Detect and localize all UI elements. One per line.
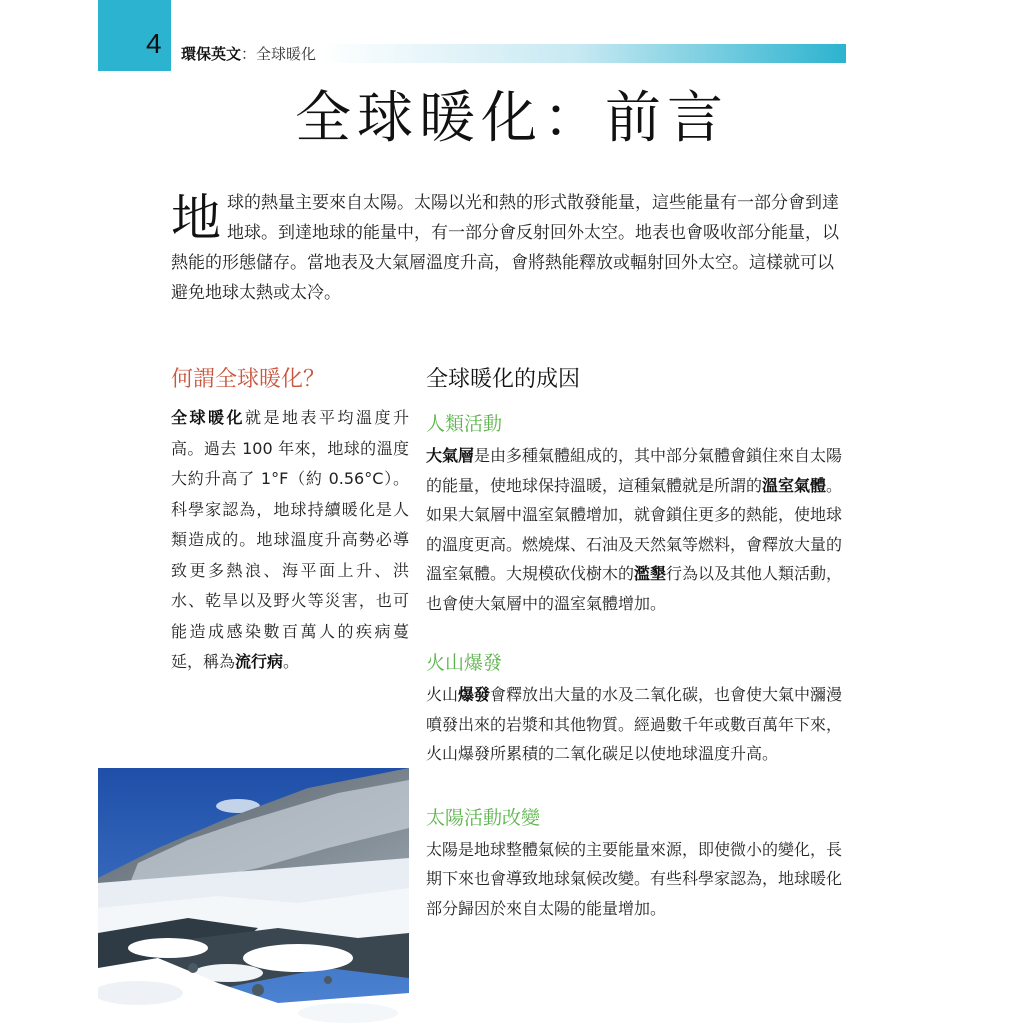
term-pandemic: 流行病 [235, 652, 284, 671]
volcano-paragraph [426, 680, 847, 769]
volcano-heading: 火山爆發 [426, 652, 503, 674]
header-separator: ： [241, 45, 257, 63]
running-header [181, 45, 316, 63]
snowy-river-photo [98, 768, 409, 1024]
page-title: 全球暖化：前言 [295, 86, 729, 151]
human-text-2: 。如果大氣層中溫室氣體增加，就會鎖住更多的熱能，使地球的溫度更高。燃燒煤、石油及天然氣等燃料，會釋放大量的溫室氣體。大規模砍伐樹木的 [426, 475, 843, 583]
page-number: 4 [146, 28, 162, 59]
term-eruption: 爆發 [458, 685, 491, 704]
human-text-3: 行為以及其他人類活動，也會使大氣層中的溫室氣體增加。 [426, 564, 843, 613]
human-activity-heading: 人類活動 [426, 413, 503, 435]
term-global-warming: 全球暖化 [171, 408, 245, 427]
drop-cap: 地 [171, 189, 221, 247]
term-deforestation: 濫墾 [634, 564, 667, 583]
left-column [171, 363, 409, 678]
what-is-text: 就是地表平均溫度升高。過去 100 年來，地球的溫度大約升高了 1°F（約 0.56°C）。科學家認為，地球持續暖化是人類造成的。地球溫度升高勢必導致更多熱浪、海平面上升、洪水、乾旱以及野火等災害，也可能造成感染數百萬人的疾病蔓延，稱為 [171, 408, 409, 671]
chapter-topic: 全球暖化 [256, 45, 317, 63]
volcano-text-2: 會釋放出大量的水及二氧化碳，也會使大氣中瀰漫噴發出來的岩漿和其他物質。經過數千年或數百萬年下來，火山爆發所累積的二氧化碳足以使地球溫度升高。 [426, 685, 843, 763]
solar-heading: 太陽活動改變 [426, 806, 541, 829]
volcano-text-1: 火山 [426, 685, 459, 704]
human-text-1: 是由多種氣體組成的，其中部分氣體會鎖住來自太陽的能量，使地球保持溫暖，這種氣體就是所謂的 [426, 446, 843, 495]
causes-heading: 全球暖化的成因 [426, 367, 581, 392]
book-title: 環保英文 [181, 45, 242, 63]
term-atmosphere: 大氣層 [426, 446, 475, 465]
intro-text: 球的熱量主要來自太陽。太陽以光和熱的形式散發能量，這些能量有一部分會到達地球。到達地球的能量中，有一部分會反射回外太空。地表也會吸收部分能量，以熱能的形態儲存。當地表及大氣層溫度升高，會將熱能釋放或輻射回外太空。這樣就可以避免地球太熱或太冷。 [171, 193, 839, 303]
right-column [426, 363, 847, 923]
term-greenhouse-gas: 溫室氣體 [762, 475, 827, 495]
intro-paragraph [171, 188, 847, 308]
what-is-body [171, 403, 409, 678]
solar-paragraph: 太陽是地球整體氣候的主要能量來源，即使微小的變化，長期下來也會導致地球氣候改變。有些科學家認為，地球暖化部分歸因於來自太陽的能量增加。 [426, 839, 843, 918]
human-activity-paragraph [426, 441, 847, 618]
what-is-heading: 何謂全球暖化？ [171, 367, 326, 392]
what-is-end: 。 [283, 652, 300, 671]
